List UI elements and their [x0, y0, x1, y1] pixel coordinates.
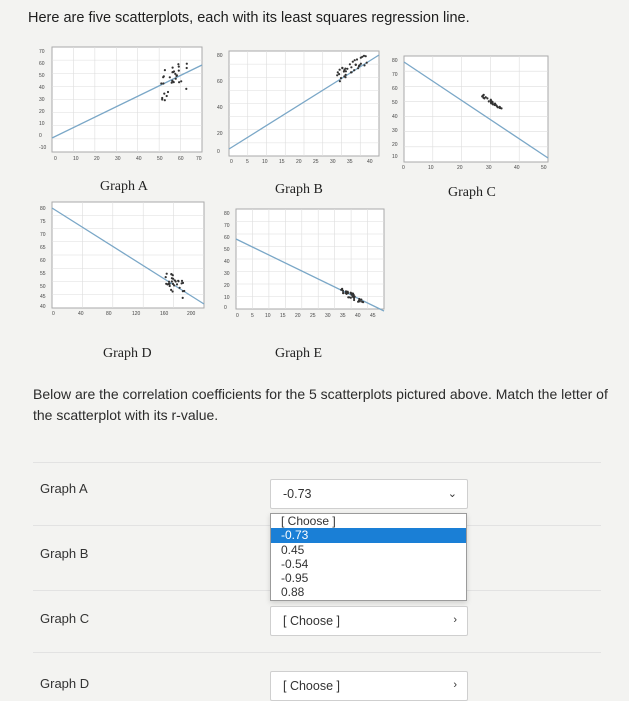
graph-e-xtick: 0: [236, 313, 239, 319]
instructions-text: Below are the correlation coefficients for the 5 scatterplots pictured above. Match the letter of the scatterplot with its r-value.: [33, 386, 608, 423]
scatter-point: [336, 74, 338, 76]
graph-d-ytick: 50: [40, 284, 46, 290]
graph-b-xtick: 30: [330, 159, 336, 165]
scatter-point: [171, 280, 173, 282]
graph-b-ytick: 0: [217, 149, 220, 155]
scatter-point: [172, 290, 174, 292]
graph-d-label: Graph D: [103, 346, 152, 361]
graph-c-xtick: 40: [514, 165, 520, 171]
graph-c-ytick: 60: [392, 86, 398, 92]
graph-b-ytick: 20: [217, 131, 223, 137]
graph-c-xtick: 10: [428, 165, 434, 171]
graph-a-ytick: 20: [39, 109, 45, 115]
graph-c-select-value: [ Choose ]: [283, 614, 340, 628]
graph-c-ytick: 20: [392, 142, 398, 148]
scatter-point: [361, 56, 363, 58]
scatter-point: [163, 75, 165, 77]
graph-b-ytick: 80: [217, 53, 223, 59]
graph-e-xtick: 30: [325, 313, 331, 319]
scatter-point: [171, 277, 173, 279]
graph-a-xtick: 40: [136, 156, 142, 162]
scatter-point: [500, 107, 502, 109]
graph-d-ytick: 80: [40, 206, 46, 212]
scatter-point: [169, 285, 171, 287]
graph-e-xtick: 15: [280, 313, 286, 319]
scatter-point: [340, 289, 342, 291]
chevron-right-icon: ›: [453, 614, 457, 626]
scatter-point: [174, 73, 176, 75]
scatter-point: [169, 283, 171, 285]
scatter-point: [490, 102, 492, 104]
scatter-point: [342, 292, 344, 294]
graph-d-ytick: 65: [40, 245, 46, 251]
graph-c-select[interactable]: [270, 606, 468, 636]
graph-b-xtick: 0: [230, 159, 233, 165]
scatter-point: [350, 297, 352, 299]
graph-a-xtick: 30: [115, 156, 121, 162]
scatter-point: [482, 95, 484, 97]
divider: [33, 652, 601, 653]
graph-b-xtick: 20: [296, 159, 302, 165]
graph-b-svg: [215, 45, 385, 165]
scatter-point: [178, 66, 180, 68]
scatter-point: [166, 95, 168, 97]
graph-e-ytick: 20: [224, 283, 230, 289]
graph-a-xtick: 10: [73, 156, 79, 162]
scatter-point: [186, 63, 188, 65]
graph-c-xtick: 50: [541, 165, 547, 171]
graph-a-ytick: 40: [39, 85, 45, 91]
graph-a-ytick: -10: [39, 145, 47, 151]
scatter-point: [167, 91, 169, 93]
scatter-point: [496, 105, 498, 107]
graph-d-xtick: 80: [106, 311, 112, 317]
scatter-point: [176, 283, 178, 285]
graph-d-ytick: 60: [40, 258, 46, 264]
graph-b-ytick: 60: [217, 79, 223, 85]
scatter-point: [346, 68, 348, 70]
scatter-point: [490, 99, 492, 101]
graph-c-ytick: 50: [392, 100, 398, 106]
graph-e-xtick: 5: [251, 313, 254, 319]
scatter-point: [359, 64, 361, 66]
scatter-point: [352, 61, 354, 63]
graph-c-plot: [390, 50, 560, 175]
graph-d-ytick: 45: [40, 294, 46, 300]
scatter-point: [354, 59, 356, 61]
graph-d-plot: [38, 198, 213, 323]
scatter-point: [178, 81, 180, 83]
graph-c-xtick: 0: [402, 165, 405, 171]
graph-a-xtick: 60: [178, 156, 184, 162]
scatter-point: [351, 292, 353, 294]
graph-a-ytick: 10: [39, 121, 45, 127]
scatter-point: [171, 80, 173, 82]
scatter-point: [356, 58, 358, 60]
graph-e-label: Graph E: [275, 346, 323, 361]
scatter-point: [343, 69, 345, 71]
scatter-point: [164, 69, 166, 71]
graph-b-plot: [215, 45, 385, 165]
graph-b-xtick: 5: [246, 159, 249, 165]
graph-d-xtick: 0: [52, 311, 55, 317]
scatter-point: [488, 100, 490, 102]
graph-a-select[interactable]: [270, 479, 468, 509]
scatter-point: [347, 296, 349, 298]
graph-a-dropdown-list[interactable]: [270, 513, 467, 601]
graph-a-label: Graph A: [100, 179, 148, 194]
graph-c-label: Graph C: [448, 185, 496, 200]
graph-c-ytick: 80: [392, 58, 398, 64]
scatter-point: [178, 70, 180, 72]
scatter-point: [176, 74, 178, 76]
scatter-point: [168, 281, 170, 283]
row-label-graph-b: Graph B: [40, 546, 89, 561]
scatter-point: [163, 93, 165, 95]
graph-d-svg: [38, 198, 213, 323]
divider: [33, 462, 601, 463]
row-label-graph-a: Graph A: [40, 481, 88, 496]
graph-a-xtick: 70: [196, 156, 202, 162]
scatter-point: [499, 107, 501, 109]
graph-e-ytick: 40: [224, 259, 230, 265]
scatter-point: [353, 69, 355, 71]
scatter-point: [351, 71, 353, 73]
scatter-point: [182, 282, 184, 284]
graph-a-select-value: -0.73: [283, 487, 312, 501]
scatter-point: [166, 273, 168, 275]
scatter-point: [353, 299, 355, 301]
graph-a-plot: [38, 45, 208, 165]
scatter-point: [170, 289, 172, 291]
scatter-point: [185, 88, 187, 90]
graph-d-xtick: 40: [78, 311, 84, 317]
scatter-point: [171, 82, 173, 84]
graph-d-ytick: 55: [40, 271, 46, 277]
graph-c-ytick: 30: [392, 128, 398, 134]
graph-e-ytick: 50: [224, 247, 230, 253]
scatter-point: [182, 290, 184, 292]
graph-d-ytick: 40: [40, 304, 46, 310]
chevron-down-icon: ⌄: [447, 488, 457, 500]
graph-a-ytick: 30: [39, 97, 45, 103]
graph-b-label: Graph B: [275, 182, 323, 197]
graph-e-xtick: 25: [310, 313, 316, 319]
scatter-point: [343, 75, 345, 77]
scatter-point: [180, 80, 182, 82]
graph-e-ytick: 0: [224, 305, 227, 311]
scatter-point: [353, 294, 355, 296]
graph-c-ytick: 40: [392, 114, 398, 120]
dropdown-option[interactable]: 0.88: [281, 585, 305, 600]
chevron-right-icon: ›: [453, 679, 457, 691]
graph-d-xtick: 160: [160, 311, 169, 317]
graph-a-ytick: 70: [39, 49, 45, 55]
scatter-point: [366, 62, 368, 64]
graph-a-xtick: 0: [54, 156, 57, 162]
scatter-point: [165, 276, 167, 278]
scatter-point: [175, 280, 177, 282]
scatter-point: [362, 301, 364, 303]
scatter-point: [341, 67, 343, 69]
graph-e-xtick: 10: [265, 313, 271, 319]
scatter-point: [169, 76, 171, 78]
graph-e-xtick: 40: [355, 313, 361, 319]
scatter-point: [182, 297, 184, 299]
graph-b-xtick: 25: [313, 159, 319, 165]
scatter-point: [340, 77, 342, 79]
graph-e-ytick: 70: [224, 223, 230, 229]
scatter-point: [162, 82, 164, 84]
scatter-point: [179, 287, 181, 289]
graph-b-ytick: 40: [217, 105, 223, 111]
graph-c-svg: [390, 50, 560, 175]
scatter-point: [339, 80, 341, 82]
graph-c-ytick: 10: [392, 154, 398, 160]
scatter-point: [338, 73, 340, 75]
graph-e-svg: [222, 205, 392, 325]
scatter-point: [350, 66, 352, 68]
scatter-point: [494, 103, 496, 105]
graph-c-xtick: 30: [486, 165, 492, 171]
scatter-point: [160, 82, 162, 84]
graph-b-xtick: 10: [262, 159, 268, 165]
graph-e-ytick: 80: [224, 211, 230, 217]
graph-a-ytick: 50: [39, 73, 45, 79]
graph-d-ytick: 70: [40, 232, 46, 238]
scatter-point: [355, 64, 357, 66]
graph-c-ytick: 70: [392, 72, 398, 78]
scatter-point: [172, 67, 174, 69]
dropdown-option[interactable]: -0.54: [281, 556, 309, 571]
graph-e-xtick: 20: [295, 313, 301, 319]
graph-a-xtick: 20: [94, 156, 100, 162]
scatter-point: [177, 63, 179, 65]
dropdown-option[interactable]: 0.45: [281, 542, 305, 557]
scatter-point: [175, 78, 177, 80]
graph-a-svg: [38, 45, 208, 165]
graph-c-xtick: 20: [457, 165, 463, 171]
dropdown-option-selected[interactable]: -0.73: [271, 528, 466, 542]
graph-e-xtick: 35: [340, 313, 346, 319]
scatter-point: [349, 63, 351, 65]
dropdown-option[interactable]: -0.95: [281, 571, 309, 586]
graph-e-ytick: 10: [224, 295, 230, 301]
graph-d-ytick: 75: [40, 219, 46, 225]
graph-e-xtick: 45: [370, 313, 376, 319]
scatter-point: [177, 280, 179, 282]
graph-e-ytick: 30: [224, 271, 230, 277]
scatter-point: [181, 280, 183, 282]
scatter-point: [166, 283, 168, 285]
graph-a-ytick: 0: [39, 133, 42, 139]
graph-a-xtick: 50: [157, 156, 163, 162]
graph-d-select-value: [ Choose ]: [283, 679, 340, 693]
scatter-point: [345, 292, 347, 294]
scatter-point: [363, 64, 365, 66]
scatter-point: [172, 274, 174, 276]
scatter-point: [186, 67, 188, 69]
scatter-point: [353, 297, 355, 299]
graph-d-select[interactable]: [270, 671, 468, 701]
intro-text: Here are five scatterplots, each with its least squares regression line.: [28, 10, 470, 26]
scatter-point: [172, 71, 174, 73]
scatter-point: [483, 97, 485, 99]
graph-d-xtick: 200: [187, 311, 196, 317]
scatter-point: [347, 292, 349, 294]
scatter-point: [164, 99, 166, 101]
row-label-graph-c: Graph C: [40, 611, 90, 626]
graph-b-xtick: 35: [347, 159, 353, 165]
scatter-point: [358, 299, 360, 301]
dropdown-option[interactable]: [ Choose ]: [281, 514, 336, 528]
scatter-point: [161, 98, 163, 100]
scatter-point: [357, 67, 359, 69]
scatter-point: [173, 284, 175, 286]
graph-a-ytick: 60: [39, 61, 45, 67]
graph-e-plot: [222, 205, 392, 325]
graph-b-xtick: 15: [279, 159, 285, 165]
scatter-point: [339, 69, 341, 71]
row-label-graph-d: Graph D: [40, 676, 90, 691]
graph-b-xtick: 40: [367, 159, 373, 165]
graph-d-xtick: 120: [132, 311, 141, 317]
graph-e-ytick: 60: [224, 235, 230, 241]
